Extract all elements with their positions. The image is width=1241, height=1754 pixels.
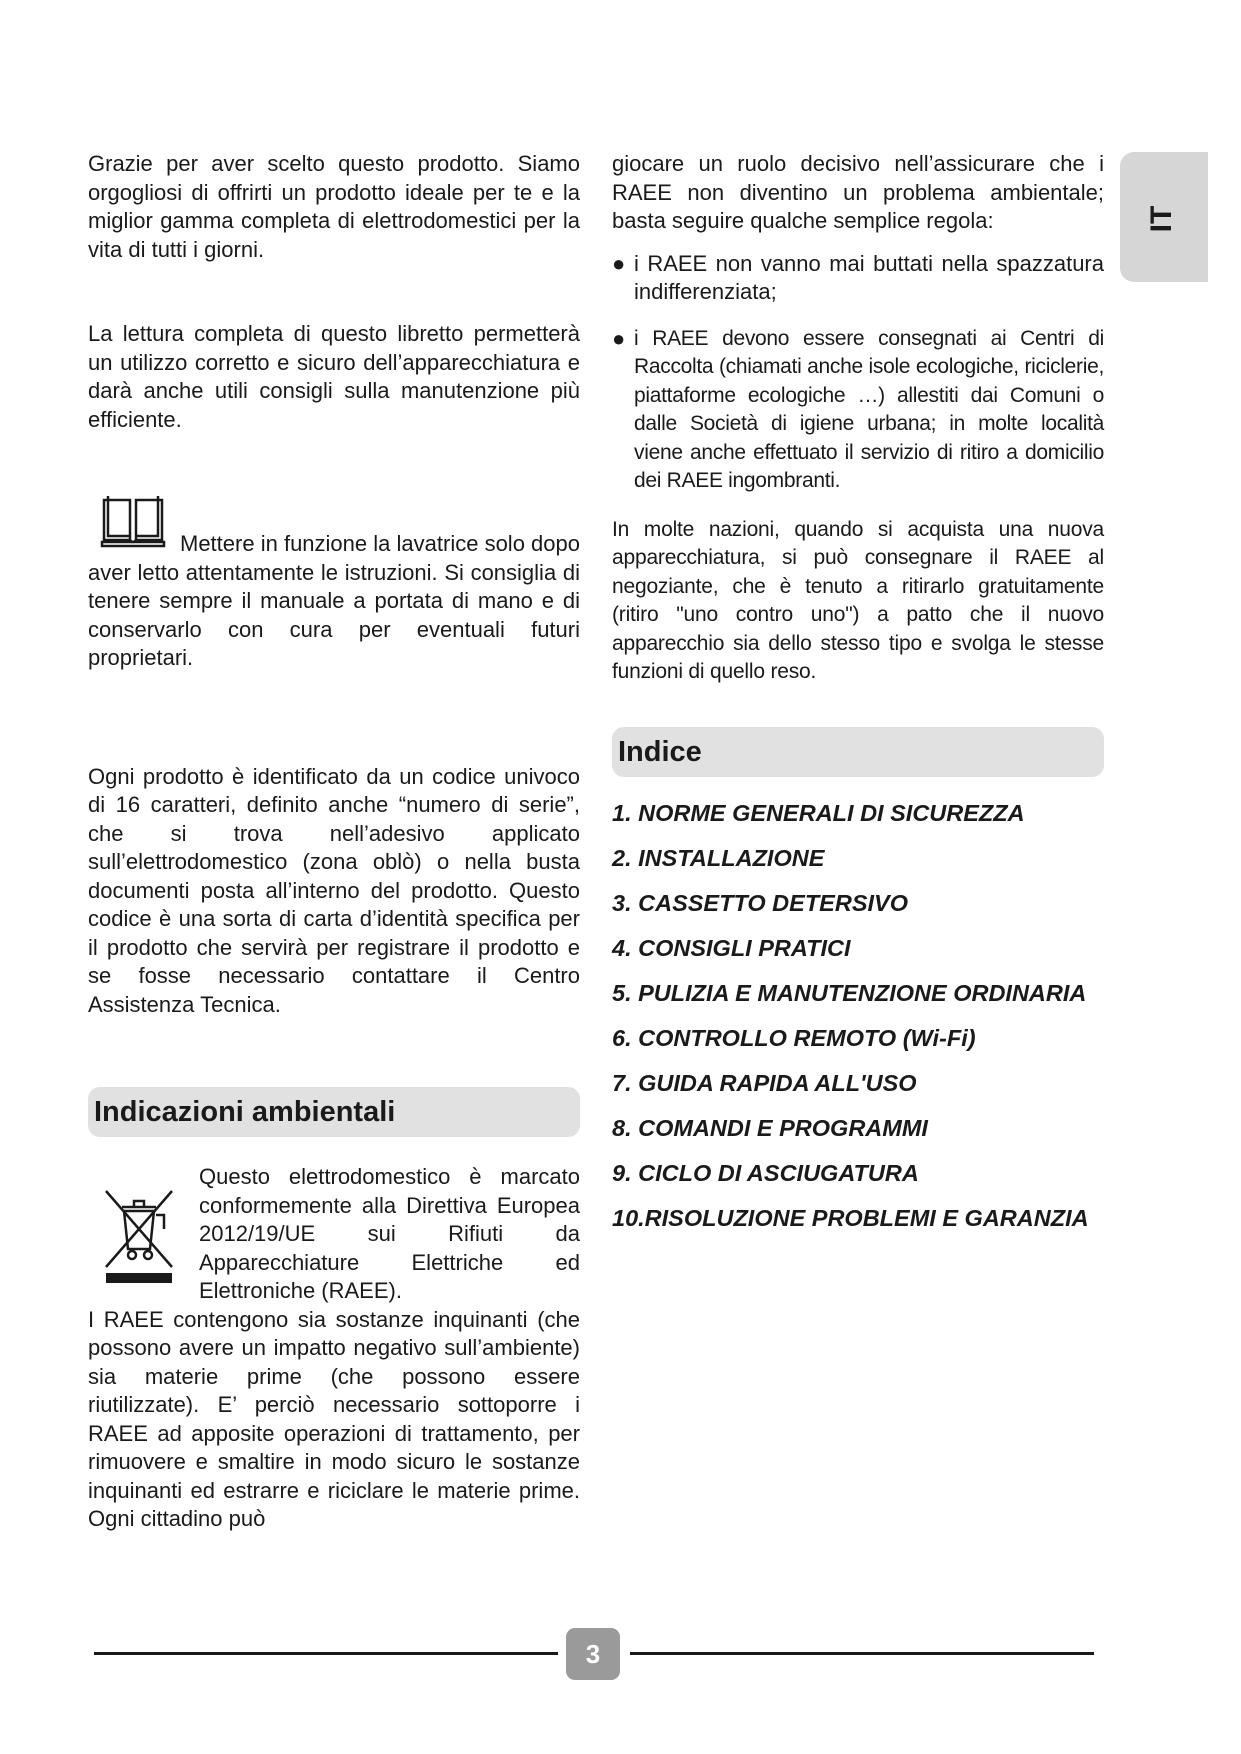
reading-paragraph: La lettura completa di questo libretto permetterà un utilizzo corretto e sicuro dell’apparecchiatura e darà anche utili consigli sulla manutenzione più efficiente. — [88, 321, 580, 432]
left-column — [88, 150, 580, 1534]
toc-item[interactable]: 6. CONTROLLO REMOTO (Wi-Fi) — [612, 1024, 976, 1051]
environment-heading: Indicazioni ambientali — [88, 1087, 580, 1137]
countries-paragraph: In molte nazioni, quando si acquista una nuova apparecchiatura, si può consegnare il RAEE al negoziante, che è tenuto a ritirarlo gratuitamente (ritiro "uno contro uno") a patto che il nuovo apparecchio sia dello stesso tipo e svolga le stesse funzioni di quello reso. — [612, 517, 1104, 683]
bullet-text: i RAEE non vanno mai buttati nella spazzatura indifferenziata; — [634, 250, 1104, 304]
toc-item[interactable]: 7. GUIDA RAPIDA ALL'USO — [612, 1069, 917, 1096]
language-tab — [1120, 152, 1208, 282]
footer-rule-right — [630, 1652, 1094, 1655]
table-of-contents — [612, 791, 1104, 1241]
toc-item[interactable]: 1. NORME GENERALI DI SICUREZZA — [612, 799, 1025, 826]
bullet-text: i RAEE devono essere consegnati ai Centri di Raccolta (chiamati anche isole ecologiche, riciclerie, piattaforme ecologiche …) allestiti dai Comuni o dalle Società di igiene urbana; in molte località viene anche effettuato il servizio di ritiro a domicilio dei RAEE ingombranti. — [634, 326, 1104, 492]
toc-item[interactable]: 3. CASSETTO DETERSIVO — [612, 889, 908, 916]
toc-item[interactable]: 10.RISOLUZIONE PROBLEMI E GARANZIA — [612, 1204, 1089, 1231]
toc-item[interactable]: 2. INSTALLAZIONE — [612, 844, 825, 871]
page-number: 3 — [566, 1628, 620, 1680]
bullet-dot-icon: ● — [612, 250, 626, 276]
open-book-icon — [100, 492, 166, 548]
countries-block — [612, 516, 1104, 687]
weee-block — [88, 1163, 580, 1306]
footer-rule-left — [94, 1652, 558, 1655]
toc-item[interactable]: 8. COMANDI E PROGRAMMI — [612, 1114, 928, 1141]
instructions-block — [88, 530, 580, 673]
language-code: IT — [1145, 205, 1178, 233]
bullet-item — [612, 250, 1104, 307]
toc-item[interactable]: 4. CONSIGLI PRATICI — [612, 934, 851, 961]
bullet-dot-icon: ● — [612, 325, 626, 351]
intro-paragraph: Grazie per aver scelto questo prodotto. Siamo orgogliosi di offrirti un prodotto ideale per te e la miglior gamma completa di elettrodomestici per la vita di tutti i giorni. — [88, 151, 580, 262]
toc-item[interactable]: 9. CICLO DI ASCIUGATURA — [612, 1159, 919, 1186]
raee-paragraph: I RAEE contengono sia sostanze inquinanti (che possono avere un impatto negativo sull’ambiente) sia materie prime (che possono essere riutilizzate). E’ perciò necessario sottoporre i RAEE ad apposite operazioni di trattamento, per rimuovere e smaltire in modo sicuro le sostanze inquinanti ed estrarre e riciclare le materie prime. Ogni cittadino può — [88, 1306, 580, 1531]
bullet-item — [612, 325, 1104, 496]
crossed-bin-icon — [102, 1185, 176, 1285]
serial-paragraph: Ogni prodotto è identificato da un codice univoco di 16 caratteri, definito anche “numero di serie”, che si trova nell’adesivo applicato sull’elettrodomestico (zona oblò) o nella busta documenti posta all’interno del prodotto. Questo codice è una sorta di carta d’identità specifica per il prodotto che servirà per registrare il prodotto e se fosse necessario contattare il Centro Assistenza Tecnica. — [88, 763, 580, 1017]
index-heading: Indice — [612, 727, 1104, 777]
instructions-paragraph: Mettere in funzione la lavatrice solo dopo aver letto attentamente le istruzioni. Si consiglia di tenere sempre il manuale a portata di mano e di conservarlo con cura per eventuali futuri proprietari. — [88, 531, 580, 670]
weee-mark-paragraph: Questo elettrodomestico è marcato conformemente alla Direttiva Europea 2012/19/UE sui Rifiuti da Apparecchiature Elettriche ed Elettroniche (RAEE). — [199, 1164, 580, 1303]
continuation-paragraph: giocare un ruolo decisivo nell’assicurare che i RAEE non diventino un problema ambientale; basta seguire qualche semplice regola: — [612, 151, 1104, 233]
toc-item[interactable]: 5. PULIZIA E MANUTENZIONE ORDINARIA — [612, 979, 1087, 1006]
right-column — [612, 150, 1104, 1241]
